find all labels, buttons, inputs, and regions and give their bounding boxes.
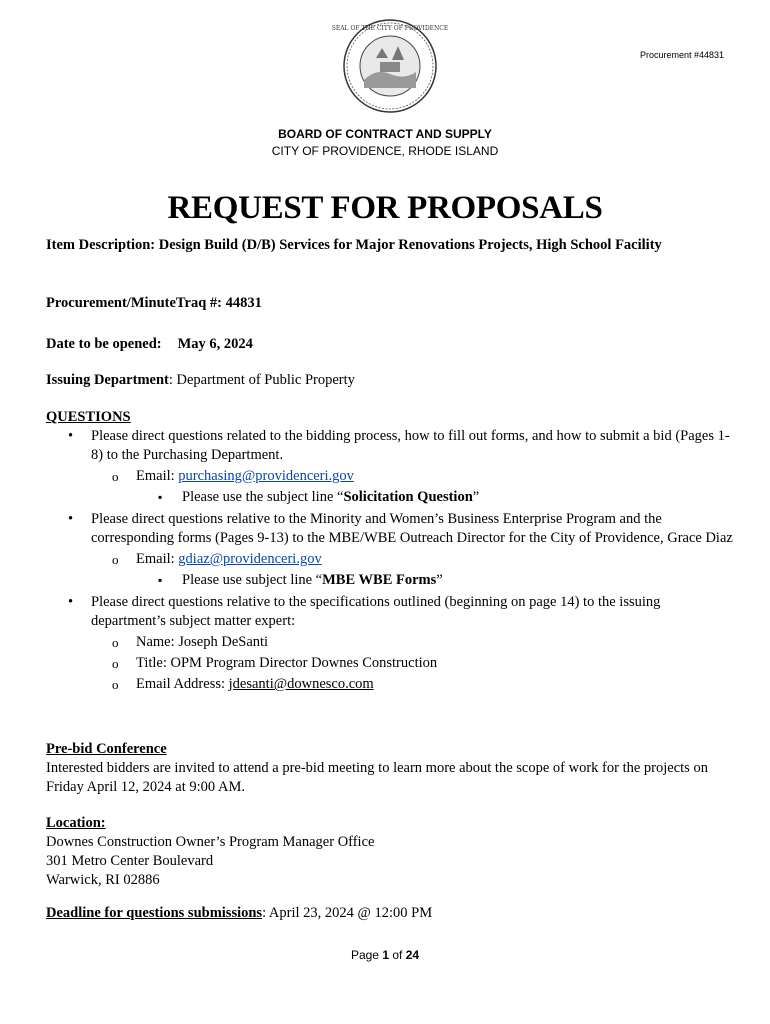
sme-email-item: [46, 675, 736, 694]
date-value: May 6, 2024: [177, 336, 253, 352]
purchasing-subject-line: Solicitation Question: [343, 489, 473, 505]
questions-heading: QUESTIONS: [46, 409, 131, 425]
page-footer: [0, 948, 770, 962]
subject-suffix: ”: [436, 572, 443, 588]
question-bullet-mbe-wbe: • Please direct questions relative to the Minority and Women’s Business Enterprise Program and the corresponding forms (Pages 9-13) to the MBE/WBE Outreach Director for the City of Providence, Grace Diaz: [46, 510, 736, 548]
date-to-be-opened: [46, 335, 736, 354]
location-line-1: Downes Construction Owner’s Program Manager Office: [46, 834, 375, 850]
of-word: of: [389, 948, 406, 962]
purchasing-email-item: [46, 467, 736, 486]
purchasing-subject-item: [46, 488, 736, 507]
subject-prefix: Please use subject line “: [182, 572, 323, 588]
item-description: Item Description: Design Build (D/B) Services for Major Renovations Projects, High School Facility: [46, 237, 662, 253]
prebid-text: Interested bidders are invited to attend a pre-bid meeting to learn more about the scope of work for the projects on Friday April 12, 2024 at 9:00 AM.: [46, 760, 708, 795]
subject-suffix: ”: [472, 489, 480, 505]
prebid-section: [46, 740, 736, 797]
deadline-value: : April 23, 2024 @ 12:00 PM: [262, 905, 433, 921]
location-section: [46, 814, 736, 890]
email-label: Email:: [136, 551, 179, 567]
deadline-section: [46, 904, 736, 923]
issuing-department-label: Issuing Department: [46, 372, 169, 388]
city-seal-logo: [331, 18, 449, 114]
issuing-department: [46, 371, 736, 390]
issuing-department-value: : Department of Public Property: [168, 372, 355, 388]
purchasing-email-link[interactable]: purchasing@providenceri.gov: [178, 468, 354, 484]
mbe-email-link[interactable]: gdiaz@providenceri.gov: [178, 551, 322, 567]
procurement-number-label: Procurement #44831: [639, 50, 724, 60]
city-name: CITY OF PROVIDENCE, RHODE ISLAND: [271, 144, 499, 158]
question-bullet-specifications: • Please direct questions relative to the specifications outlined (beginning on page 14) to the issuing department’s subject matter expert:: [46, 593, 736, 631]
page-word: Page: [350, 948, 383, 962]
seal-lettering: SEAL OF THE CITY OF PROVIDENCE: [331, 25, 449, 32]
board-name: BOARD OF CONTRACT AND SUPPLY: [278, 127, 492, 141]
deadline-label: Deadline for questions submissions: [46, 905, 263, 921]
question-bullet-purchasing: • Please direct questions related to the bidding process, how to fill out forms, and how to submit a bid (Pages 1-8) to the Purchasing Department.: [46, 427, 736, 465]
location-heading: Location:: [46, 815, 106, 831]
date-label: Date to be opened:: [46, 336, 162, 352]
sme-name: o Name: Joseph DeSanti: [46, 633, 736, 652]
location-line-2: 301 Metro Center Boulevard: [46, 853, 214, 869]
sme-title: o Title: OPM Program Director Downes Construction: [46, 654, 736, 673]
subject-prefix: Please use the subject line “: [182, 489, 344, 505]
page-total: 24: [405, 948, 420, 962]
page-number: 1: [382, 948, 389, 962]
email-label: Email:: [136, 468, 179, 484]
mbe-email-item: [46, 550, 736, 569]
prebid-heading: Pre-bid Conference: [46, 741, 167, 757]
questions-section: [46, 408, 736, 694]
location-line-3: Warwick, RI 02886: [46, 872, 160, 888]
document-title: REQUEST FOR PROPOSALS: [167, 190, 603, 226]
procurement-number: Procurement/MinuteTraq #: 44831: [46, 295, 262, 311]
mbe-subject-line: MBE WBE Forms: [322, 572, 437, 588]
email-address-label: Email Address:: [136, 676, 229, 692]
sme-email-link[interactable]: jdesanti@downesco.com: [228, 676, 374, 692]
mbe-subject-item: [46, 571, 736, 590]
questions-list: [46, 427, 736, 694]
